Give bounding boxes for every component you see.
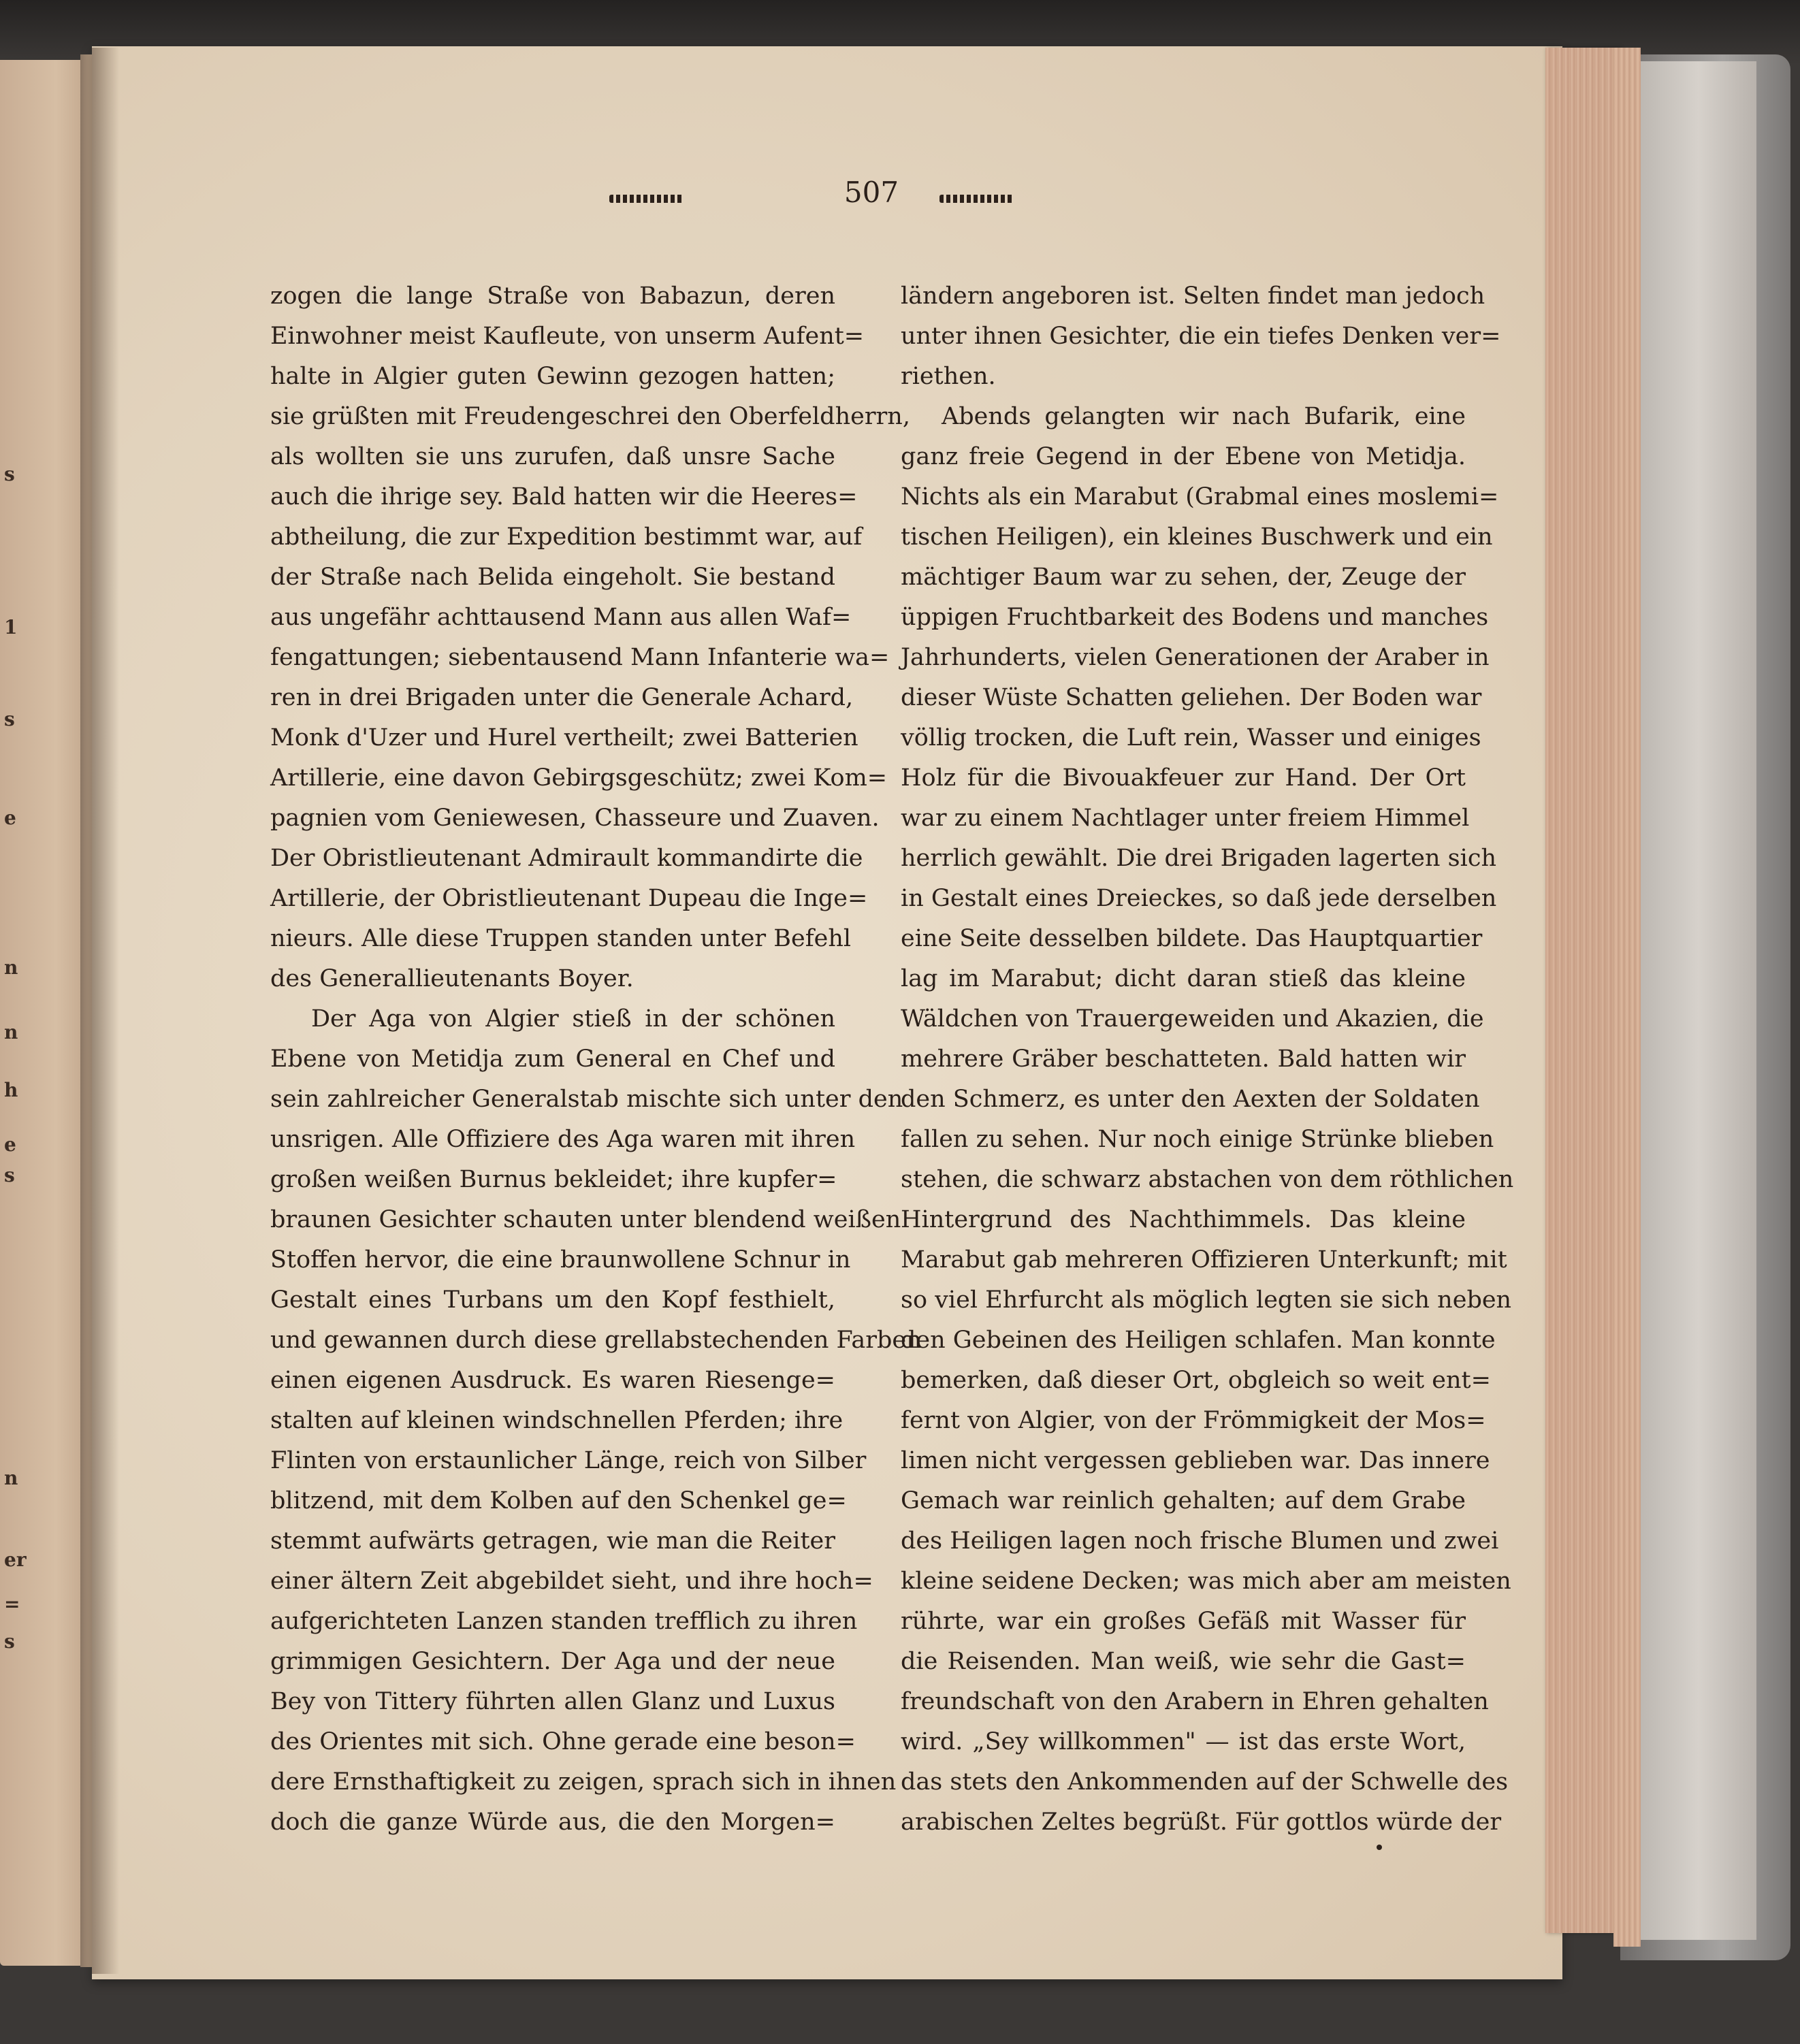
left-text-column — [270, 276, 922, 1843]
margin-letter: n — [4, 956, 18, 979]
spine-shadow — [92, 48, 119, 1974]
text-line: mächtiger Baum war zu sehen, der, Zeuge der — [901, 564, 1466, 591]
text-line: wird. „Sey willkommen" — ist das erste Wort, — [901, 1728, 1466, 1755]
text-line: doch die ganze Würde aus, die den Morgen= — [270, 1808, 835, 1836]
text-line: so viel Ehrfurcht als möglich legten sie sich neben — [901, 1286, 1512, 1314]
margin-letter: 1 — [4, 616, 18, 638]
text-line: auch die ihrige sey. Bald hatten wir die Heeres= — [270, 483, 858, 510]
text-line: des Generallieutenants Boyer. — [270, 965, 634, 992]
text-line: halte in Algier guten Gewinn gezogen hatten; — [270, 363, 835, 390]
text-line: ren in drei Brigaden unter die Generale Achard, — [270, 684, 854, 711]
text-line: Stoffen hervor, die eine braunwollene Schnur in — [270, 1246, 851, 1274]
text-line: die Reisenden. Man weiß, wie sehr die Gast= — [901, 1648, 1466, 1675]
text-line: stemmt aufwärts getragen, wie man die Reiter — [270, 1527, 835, 1555]
text-line: Wäldchen von Trauergeweiden und Akazien, die — [901, 1005, 1484, 1033]
text-line: sein zahlreicher Generalstab mischte sich unter den — [270, 1086, 903, 1113]
page-header — [92, 176, 1562, 216]
text-line: Holz für die Bivouakfeuer zur Hand. Der Ort — [901, 764, 1466, 792]
text-line: dere Ernsthaftigkeit zu zeigen, sprach sich in ihnen — [270, 1768, 897, 1796]
text-line: Gemach war reinlich gehalten; auf dem Grabe — [901, 1487, 1466, 1514]
page-number: 507 — [843, 176, 899, 209]
text-line: sie grüßten mit Freudengeschrei den Oberfeldherrn, — [270, 403, 910, 430]
text-line: lag im Marabut; dicht daran stieß das kleine — [901, 965, 1466, 992]
text-line: völlig trocken, die Luft rein, Wasser und einiges — [901, 724, 1481, 751]
text-line: kleine seidene Decken; was mich aber am meisten — [901, 1568, 1511, 1595]
text-line: Artillerie, der Obristlieutenant Dupeau die Inge= — [270, 885, 868, 912]
text-line: in Gestalt eines Dreieckes, so daß jede derselben — [901, 885, 1497, 912]
text-line: ländern angeboren ist. Selten findet man jedoch — [901, 282, 1485, 310]
text-line: den Schmerz, es unter den Aexten der Soldaten — [901, 1086, 1480, 1113]
text-line: war zu einem Nachtlager unter freiem Himmel — [901, 805, 1470, 832]
text-line: fengattungen; siebentausend Mann Infanterie wa= — [270, 644, 890, 671]
text-line: limen nicht vergessen geblieben war. Das innere — [901, 1447, 1490, 1474]
text-line: dieser Wüste Schatten geliehen. Der Boden war — [901, 684, 1482, 711]
text-line: einen eigenen Ausdruck. Es waren Riesenge= — [270, 1367, 835, 1394]
text-line: großen weißen Burnus bekleidet; ihre kupfer= — [270, 1166, 837, 1193]
text-line: aufgerichteten Lanzen standen trefflich zu ihren — [270, 1608, 858, 1635]
text-line: eine Seite desselben bildete. Das Hauptquartier — [901, 925, 1483, 952]
header-ornament-left — [609, 195, 684, 203]
previous-page-letters — [0, 60, 80, 1966]
text-line: und gewannen durch diese grellabstechenden Farben — [270, 1327, 922, 1354]
text-line: üppigen Fruchtbarkeit des Bodens und manches — [901, 604, 1489, 631]
text-line: stehen, die schwarz abstachen von dem röthlichen — [901, 1166, 1514, 1193]
text-line: zogen die lange Straße von Babazun, deren — [270, 282, 835, 310]
margin-letter: e — [4, 807, 16, 829]
text-line: pagnien vom Geniewesen, Chasseure und Zuaven. — [270, 805, 880, 832]
text-line: der Straße nach Belida eingeholt. Sie bestand — [270, 564, 835, 591]
text-line: unter ihnen Gesichter, die ein tiefes Denken ver= — [901, 323, 1501, 350]
margin-letter: s — [4, 463, 15, 485]
text-line: den Gebeinen des Heiligen schlafen. Man konnte — [901, 1327, 1496, 1354]
text-line: herrlich gewählt. Die drei Brigaden lagerten sich — [901, 845, 1496, 872]
text-line: mehrere Gräber beschatteten. Bald hatten wir — [901, 1045, 1466, 1073]
book-cover-inner — [1641, 61, 1756, 1940]
text-line: einer ältern Zeit abgebildet sieht, und ihre hoch= — [270, 1568, 873, 1595]
right-text-column — [901, 276, 1514, 1843]
text-line: Nichts als ein Marabut (Grabmal eines moslemi= — [901, 483, 1499, 510]
page-edge-strip — [1613, 48, 1641, 1947]
text-line: freundschaft von den Arabern in Ehren gehalten — [901, 1688, 1489, 1715]
text-line: ganz freie Gegend in der Ebene von Metidja. — [901, 443, 1466, 470]
text-line: blitzend, mit dem Kolben auf den Schenkel ge= — [270, 1487, 847, 1514]
text-line: des Heiligen lagen noch frische Blumen und zwei — [901, 1527, 1499, 1555]
text-line: Der Aga von Algier stieß in der schönen — [311, 1005, 835, 1033]
text-line: fallen zu sehen. Nur noch einige Strünke blieben — [901, 1126, 1494, 1153]
text-line: Hintergrund des Nachthimmels. Das kleine — [901, 1206, 1466, 1233]
margin-letter: h — [4, 1079, 18, 1101]
text-line: grimmigen Gesichtern. Der Aga und der neue — [270, 1648, 835, 1675]
text-line: braunen Gesichter schauten unter blendend weißen — [270, 1206, 901, 1233]
text-line: unsrigen. Alle Offiziere des Aga waren mit ihren — [270, 1126, 856, 1153]
text-line: Artillerie, eine davon Gebirgsgeschütz; zwei Kom= — [270, 764, 888, 792]
text-line: Marabut gab mehreren Offizieren Unterkunft; mit — [901, 1246, 1507, 1274]
text-line: stalten auf kleinen windschnellen Pferden; ihre — [270, 1407, 843, 1434]
margin-letter: = — [4, 1593, 20, 1615]
text-line: das stets den Ankommenden auf der Schwelle des — [901, 1768, 1509, 1796]
text-line: Einwohner meist Kaufleute, von unserm Aufent= — [270, 323, 865, 350]
text-line: Der Obristlieutenant Admirault kommandirte die — [270, 845, 863, 872]
text-line: riethen. — [901, 363, 996, 390]
margin-letter: s — [4, 708, 15, 730]
margin-letter: e — [4, 1133, 16, 1156]
signature-mark — [1377, 1845, 1382, 1850]
text-line: des Orientes mit sich. Ohne gerade eine beson= — [270, 1728, 856, 1755]
text-line: Bey von Tittery führten allen Glanz und Luxus — [270, 1688, 835, 1715]
text-line: nieurs. Alle diese Truppen standen unter Befehl — [270, 925, 852, 952]
margin-letter: n — [4, 1467, 18, 1489]
margin-letter: s — [4, 1630, 15, 1653]
book-page — [92, 46, 1562, 1979]
text-line: Gestalt eines Turbans um den Kopf festhielt, — [270, 1286, 835, 1314]
text-line: tischen Heiligen), ein kleines Buschwerk und ein — [901, 523, 1493, 551]
text-line: abtheilung, die zur Expedition bestimmt war, auf — [270, 523, 863, 551]
previous-page-edge — [0, 60, 80, 1966]
text-line: Monk d'Uzer und Hurel vertheilt; zwei Batterien — [270, 724, 858, 751]
page-block-edge — [1545, 48, 1620, 1933]
text-line: fernt von Algier, von der Frömmigkeit der Mos= — [901, 1407, 1486, 1434]
margin-letter: s — [4, 1164, 15, 1186]
text-line: arabischen Zeltes begrüßt. Für gottlos würde der — [901, 1808, 1502, 1836]
margin-letter: n — [4, 1021, 18, 1043]
text-line: Flinten von erstaunlicher Länge, reich von Silber — [270, 1447, 867, 1474]
text-line: aus ungefähr achttausend Mann aus allen Waf= — [270, 604, 852, 631]
text-line: Ebene von Metidja zum General en Chef und — [270, 1045, 835, 1073]
margin-letter: er — [4, 1548, 27, 1571]
text-line: als wollten sie uns zurufen, daß unsre Sache — [270, 443, 835, 470]
header-ornament-right — [939, 195, 1014, 203]
text-line: bemerken, daß dieser Ort, obgleich so weit ent= — [901, 1367, 1491, 1394]
text-line: Jahrhunderts, vielen Generationen der Araber in — [901, 644, 1490, 671]
text-line: rührte, war ein großes Gefäß mit Wasser für — [901, 1608, 1466, 1635]
text-line: Abends gelangten wir nach Bufarik, eine — [942, 403, 1466, 430]
